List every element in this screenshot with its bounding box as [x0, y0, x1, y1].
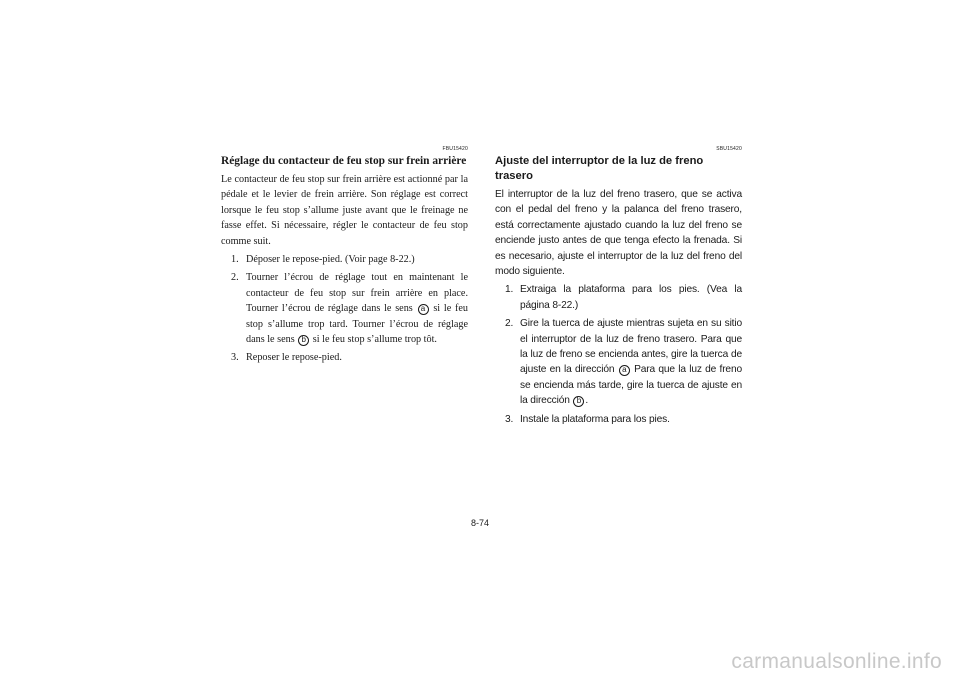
- section-heading: Réglage du contacteur de feu stop sur frein arrière: [221, 155, 467, 167]
- step-text: Tourner l’écrou de réglage tout en maintenant le contacteur de feu stop sur frein arrière en place. Tourner l’écrou de réglage dans le sens: [246, 272, 468, 315]
- step-item: [495, 412, 742, 427]
- page-number: 8-74: [470, 518, 489, 528]
- section-code: FBU15420: [442, 146, 468, 152]
- step-text: si le feu stop s’allume trop tard. Tourner l’écrou de réglage dans le sens: [246, 303, 469, 346]
- section-code: SBU15420: [716, 146, 742, 152]
- step-text: Gire la tuerca de ajuste mientras sujeta en su sitio el interruptor de la luz de freno trasero. Para que la luz de freno se encienda antes, gire la tuerca de ajuste en la dirección: [520, 318, 742, 376]
- step-text: Instale la plataforma para los pies.: [520, 413, 670, 425]
- step-number: 3.: [505, 413, 514, 425]
- french-column: [221, 146, 468, 366]
- step-item: [221, 252, 468, 267]
- step-number: 3.: [231, 352, 239, 364]
- circled-letter-b-icon: b: [573, 396, 584, 407]
- circled-letter-a-icon: a: [619, 365, 630, 376]
- step-text: Déposer le repose-pied. (Voir page 8-22.): [246, 254, 415, 266]
- step-text: .: [585, 395, 589, 407]
- intro-paragraph: El interruptor de la luz del freno trasero, que se activa con el pedal del freno y la palanca del freno trasero, está correctamente ajustado cuando la luz del freno se enciende justo antes de que tenga efecto la frenada. Si es necesario, ajuste el interruptor de la luz del freno del modo siguiente.: [495, 189, 742, 278]
- intro-paragraph: Le contacteur de feu stop sur frein arrière est actionné par la pédale et le levier de frein arrière. Son réglage est correct lorsque le feu stop s’allume juste avant que le freinage ne fasse effet. Si nécessaire, régler le contacteur de feu stop comme suit.: [221, 174, 468, 247]
- circled-letter-b-icon: b: [298, 335, 309, 346]
- step-item: [495, 282, 742, 313]
- step-text: si le feu stop s’allume trop tôt.: [312, 334, 437, 346]
- section-heading: Ajuste del interruptor de la luz de freno trasero: [495, 155, 704, 182]
- step-text: Para que la luz de freno se encienda más tarde, gire la tuerca de ajuste en la dirección: [520, 364, 742, 407]
- spanish-column: [495, 146, 742, 427]
- step-item: [221, 350, 468, 365]
- step-number: 1.: [231, 254, 239, 266]
- step-item: [221, 270, 468, 347]
- step-text: Extraiga la plataforma para los pies. (Vea la página 8-22.): [520, 284, 742, 311]
- step-number: 2.: [231, 272, 239, 284]
- circled-letter-a-icon: a: [418, 304, 429, 315]
- step-item: [495, 316, 742, 408]
- step-number: 2.: [505, 318, 514, 330]
- watermark: carmanualsonline.info: [731, 650, 942, 673]
- step-number: 1.: [505, 284, 514, 296]
- step-text: Reposer le repose-pied.: [246, 352, 342, 364]
